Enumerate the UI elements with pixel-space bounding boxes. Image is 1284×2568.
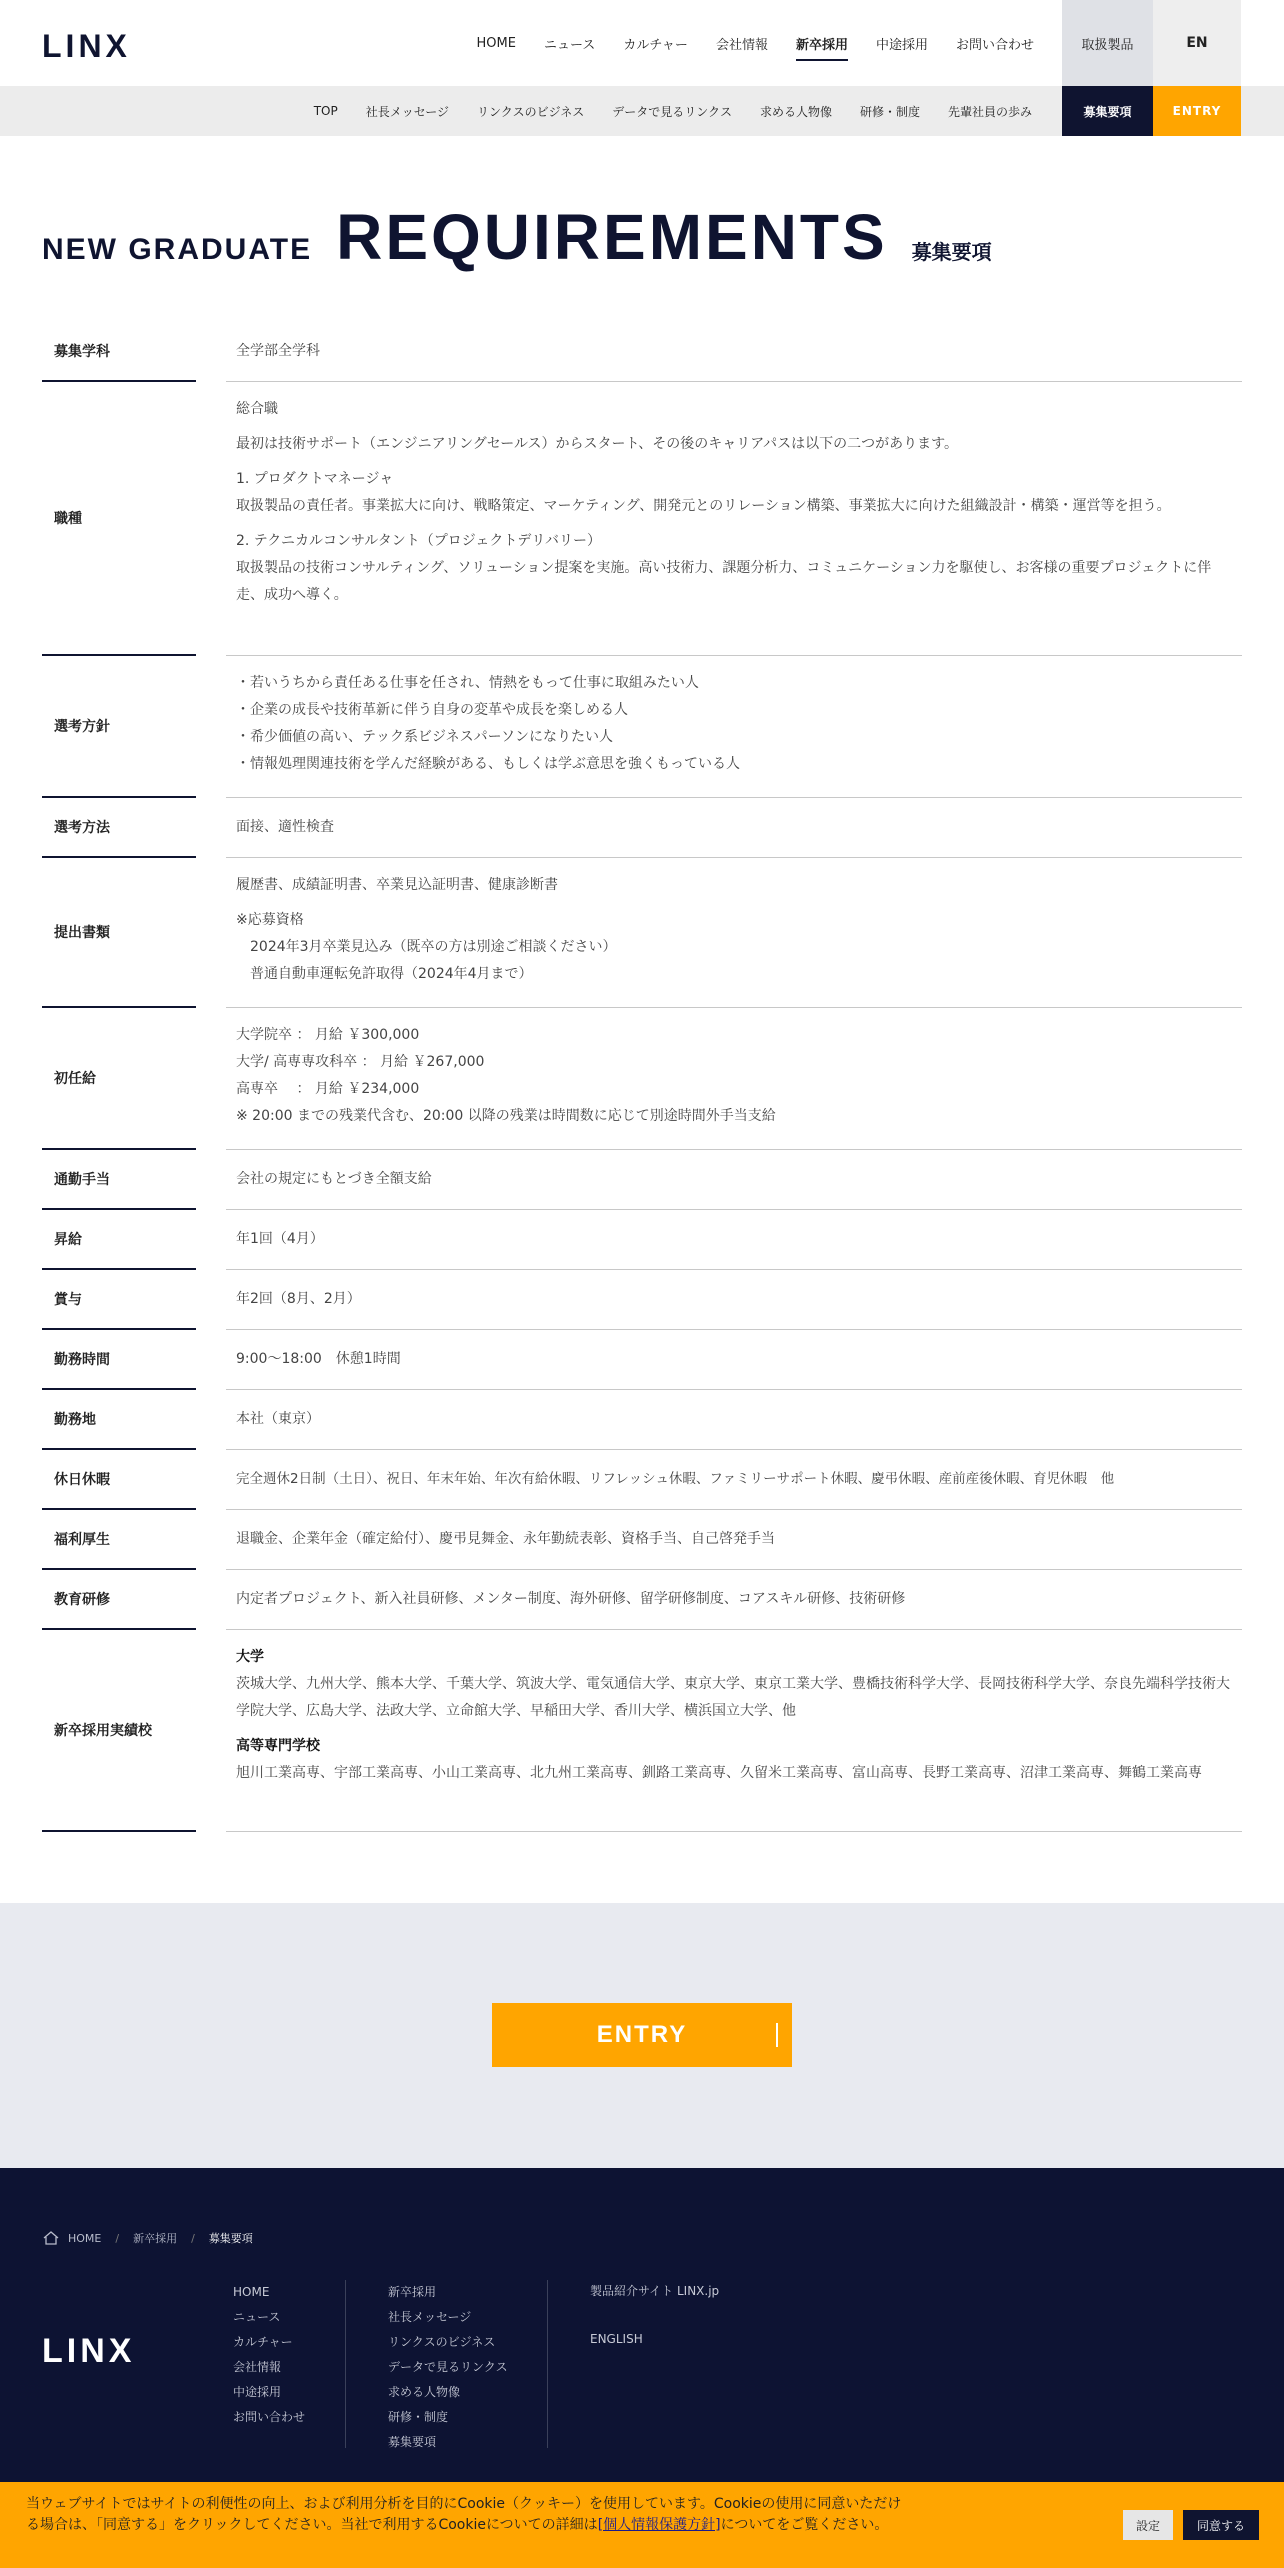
row-text: 総合職 [236, 401, 278, 417]
row-text: ※ 20:00 までの残業代含む、20:00 以降の残業は時間数に応じて別途時間外手当支給 [236, 1108, 776, 1124]
row-label: 勤務時間 [42, 1330, 196, 1390]
footer-link-company[interactable]: 会社情報 [233, 2360, 282, 2374]
table-row [42, 1150, 1242, 1210]
table-row [42, 1330, 1242, 1390]
row-text: 年1回（4月） [236, 1231, 324, 1247]
footer-link-home[interactable]: HOME [233, 2285, 270, 2299]
row-label: 募集学科 [42, 322, 196, 382]
breadcrumb [42, 2230, 253, 2246]
row-label: 選考方法 [42, 798, 196, 858]
nav-company[interactable]: 会社情報 [715, 37, 768, 53]
row-label: 新卒採用実績校 [42, 1630, 196, 1832]
row-label: 選考方針 [42, 656, 196, 798]
nav-culture[interactable]: カルチャー [623, 37, 688, 53]
table-row [42, 1450, 1242, 1510]
row-label: 賞与 [42, 1270, 196, 1330]
row-text: ・希少価値の高い、テック系ビジネスパーソンになりたい人 [236, 729, 614, 745]
row-label: 通勤手当 [42, 1150, 196, 1210]
footer-logo[interactable]: LINX [42, 2332, 136, 2370]
row-value [226, 1510, 1242, 1570]
row-text: 本社（東京） [236, 1411, 320, 1427]
row-value [226, 382, 1242, 656]
products-button[interactable]: 取扱製品 [1062, 0, 1153, 86]
breadcrumb-home-label: HOME [68, 2231, 102, 2245]
footer-link-requirements[interactable]: 募集要項 [388, 2435, 437, 2449]
row-label: 休日休暇 [42, 1450, 196, 1510]
row-value [226, 1330, 1242, 1390]
row-text: 普通自動車運転免許取得（2024年4月まで） [250, 966, 533, 982]
row-text: 年2回（8月、2月） [236, 1291, 361, 1307]
footer-col-external [590, 2280, 719, 2376]
footer-link-ideal-person[interactable]: 求める人物像 [388, 2385, 461, 2399]
row-text: 完全週休2日制（土日）、祝日、年末年始、年次有給休暇、リフレッシュ休暇、ファミリーサポート休暇、慶弔休暇、産前産後休暇、育児休暇 他 [236, 1471, 1115, 1487]
row-label: 昇給 [42, 1210, 196, 1270]
footer-link-president-message[interactable]: 社長メッセージ [388, 2310, 472, 2324]
cookie-settings-button[interactable]: 設定 [1123, 2510, 1173, 2540]
subnav-president-message[interactable]: 社長メッセージ [365, 104, 450, 119]
page-title-small: NEW GRADUATE [42, 233, 313, 266]
row-text: 会社の規定にもとづき全額支給 [236, 1171, 432, 1187]
subnav-business[interactable]: リンクスのビジネス [477, 104, 585, 119]
footer-link-mid-career[interactable]: 中途採用 [233, 2385, 282, 2399]
footer-link-business[interactable]: リンクスのビジネス [388, 2335, 496, 2349]
row-label: 職種 [42, 382, 196, 656]
breadcrumb-separator: / [115, 2231, 120, 2245]
row-label: 教育研修 [42, 1570, 196, 1630]
row-text: 退職金、企業年金（確定給付）、慶弔見舞金、永年勤続表彰、資格手当、自己啓発手当 [236, 1531, 775, 1547]
row-text: 2024年3月卒業見込み（既卒の方は別途ご相談ください） [250, 939, 617, 955]
nav-news[interactable]: ニュース [543, 37, 596, 53]
arrow-bar-icon [776, 2023, 778, 2047]
row-text: 面接、適性検査 [236, 819, 334, 835]
row-text: 2. テクニカルコンサルタント（プロジェクトデリバリー） [236, 533, 602, 549]
row-label: 勤務地 [42, 1390, 196, 1450]
footer-link-english[interactable]: ENGLISH [590, 2332, 643, 2346]
row-value [226, 1570, 1242, 1630]
row-text: 1. プロダクトマネージャ [236, 471, 394, 487]
subnav-top[interactable]: TOP [313, 104, 338, 118]
row-value [226, 1390, 1242, 1450]
cookie-text: 当ウェブサイトではサイトの利便性の向上、および利用分析を目的にCookie（クッキー）を使用しています。Cookieの使用に同意いただける場合は、「同意する」をクリックしてください。当社で利用するCookieについての詳細は [26, 2496, 902, 2533]
cookie-text: についてをご覧ください。 [720, 2517, 889, 2533]
nav-contact[interactable]: お問い合わせ [955, 37, 1034, 53]
entry-button-label: ENTRY [596, 2021, 688, 2048]
row-text: ※応募資格 [236, 912, 304, 928]
nav-mid-career[interactable]: 中途採用 [875, 37, 928, 53]
footer-col-main [233, 2280, 346, 2448]
footer-link-data[interactable]: データで見るリンクス [388, 2360, 508, 2374]
subnav-ideal-person[interactable]: 求める人物像 [759, 104, 832, 119]
page-title-big: REQUIREMENTS [336, 201, 888, 273]
table-row [42, 1270, 1242, 1330]
school-category: 大学 [236, 1649, 264, 1665]
table-row [42, 322, 1242, 382]
row-text: 大学/ 高専専攻科卒 ： 月給 ￥267,000 [236, 1054, 485, 1070]
table-row [42, 1390, 1242, 1450]
row-label: 提出書類 [42, 858, 196, 1008]
english-button[interactable]: EN [1153, 0, 1241, 86]
row-label: 福利厚生 [42, 1510, 196, 1570]
row-value [226, 1270, 1242, 1330]
row-text: 履歴書、成績証明書、卒業見込証明書、健康診断書 [236, 877, 558, 893]
footer-link-contact[interactable]: お問い合わせ [233, 2410, 306, 2424]
linx-logo[interactable]: LINX [42, 28, 131, 64]
row-text: 取扱製品の責任者。事業拡大に向け、戦略策定、マーケティング、開発元とのリレーション構築、事業拡大に向けた組織設計・構築・運営等を担う。 [236, 498, 1171, 514]
global-nav [449, 0, 1035, 86]
table-row [42, 656, 1242, 798]
cookie-agree-button[interactable]: 同意する [1183, 2510, 1259, 2540]
row-text: ・若いうちから責任ある仕事を任され、情熱をもって仕事に取組みたい人 [236, 675, 699, 691]
table-row [42, 1510, 1242, 1570]
entry-section [0, 1903, 1284, 2168]
subnav-senior-staff[interactable]: 先輩社員の歩み [947, 104, 1032, 119]
table-row [42, 858, 1242, 1008]
subnav-data[interactable]: データで見るリンクス [612, 104, 732, 119]
school-category: 高等専門学校 [236, 1738, 320, 1754]
subnav-entry-button[interactable]: ENTRY [1153, 86, 1241, 136]
footer-link-new-graduate[interactable]: 新卒採用 [388, 2285, 437, 2299]
subnav-requirements[interactable]: 募集要項 [1062, 86, 1153, 136]
requirements-table [42, 322, 1242, 1832]
breadcrumb-home[interactable] [42, 2230, 101, 2246]
table-row [42, 1210, 1242, 1270]
row-label: 初任給 [42, 1008, 196, 1150]
table-row [42, 1008, 1242, 1150]
page-title [42, 200, 992, 274]
row-value [226, 798, 1242, 858]
row-text: 高専卒 ： 月給 ￥234,000 [236, 1081, 420, 1097]
breadcrumb-current: 募集要項 [208, 2232, 253, 2245]
row-text: 大学院卒 ： 月給 ￥300,000 [236, 1027, 420, 1043]
cookie-banner [0, 2482, 1284, 2568]
page-title-ja: 募集要項 [911, 240, 992, 264]
row-value [226, 656, 1242, 798]
row-text: ・企業の成長や技術革新に伴う自身の変革や成長を楽しめる人 [236, 702, 628, 718]
nav-new-graduate[interactable]: 新卒採用 [796, 30, 848, 57]
row-text: 最初は技術サポート（エンジニアリングセールス）からスタート、その後のキャリアパスは以下の二つがあります。 [236, 436, 959, 452]
row-value [226, 1450, 1242, 1510]
footer-link-culture[interactable]: カルチャー [233, 2335, 293, 2349]
row-text: 茨城大学、九州大学、熊本大学、千葉大学、筑波大学、電気通信大学、東京大学、東京工業大学、豊橋技術科学大学、長岡技術科学大学、奈良先端科学技術大学院大学、広島大学、法政大学、立命館大学、早稲田大学、香川大学、横浜国立大学、他 [236, 1676, 1230, 1719]
cookie-message [26, 2494, 906, 2536]
table-row [42, 382, 1242, 656]
entry-button[interactable] [492, 2003, 792, 2067]
footer-link-training[interactable]: 研修・制度 [388, 2410, 449, 2424]
footer-link-news[interactable]: ニュース [233, 2310, 281, 2324]
row-value [226, 1150, 1242, 1210]
row-text: 内定者プロジェクト、新入社員研修、メンター制度、海外研修、留学研修制度、コアスキル研修、技術研修 [236, 1591, 906, 1607]
row-text: 9:00〜18:00 休憩1時間 [236, 1351, 401, 1367]
nav-home[interactable]: HOME [476, 35, 516, 51]
breadcrumb-new-graduate[interactable]: 新卒採用 [133, 2232, 178, 2245]
subnav-training[interactable]: 研修・制度 [859, 104, 920, 119]
home-icon [42, 2230, 60, 2246]
row-text: 旭川工業高専、宇部工業高専、小山工業高専、北九州工業高専、釧路工業高専、久留米工業高専、富山高専、長野工業高専、沼津工業高専、舞鶴工業高専 [236, 1765, 1202, 1781]
row-text: 全学部全学科 [236, 343, 320, 359]
row-value [226, 1210, 1242, 1270]
row-text: 取扱製品の技術コンサルティング、ソリューション提案を実施。高い技術力、課題分析力、コミュニケーション力を駆使し、お客様の重要プロジェクトに伴走、成功へ導く。 [236, 560, 1212, 603]
row-value [226, 322, 1242, 382]
row-value [226, 858, 1242, 1008]
row-value [226, 1008, 1242, 1150]
breadcrumb-separator: / [191, 2231, 195, 2245]
footer-col-recruit [388, 2280, 548, 2448]
table-row [42, 798, 1242, 858]
row-value [226, 1630, 1242, 1832]
row-text: ・情報処理関連技術を学んだ経験がある、もしくは学ぶ意思を強くもっている人 [236, 756, 740, 772]
table-row [42, 1570, 1242, 1630]
footer-link-product-site[interactable]: 製品紹介サイト LINX.jp [590, 2284, 720, 2298]
site-header [0, 0, 1284, 86]
privacy-policy-link[interactable]: [個人情報保護方針] [597, 2517, 721, 2533]
table-row [42, 1630, 1242, 1832]
